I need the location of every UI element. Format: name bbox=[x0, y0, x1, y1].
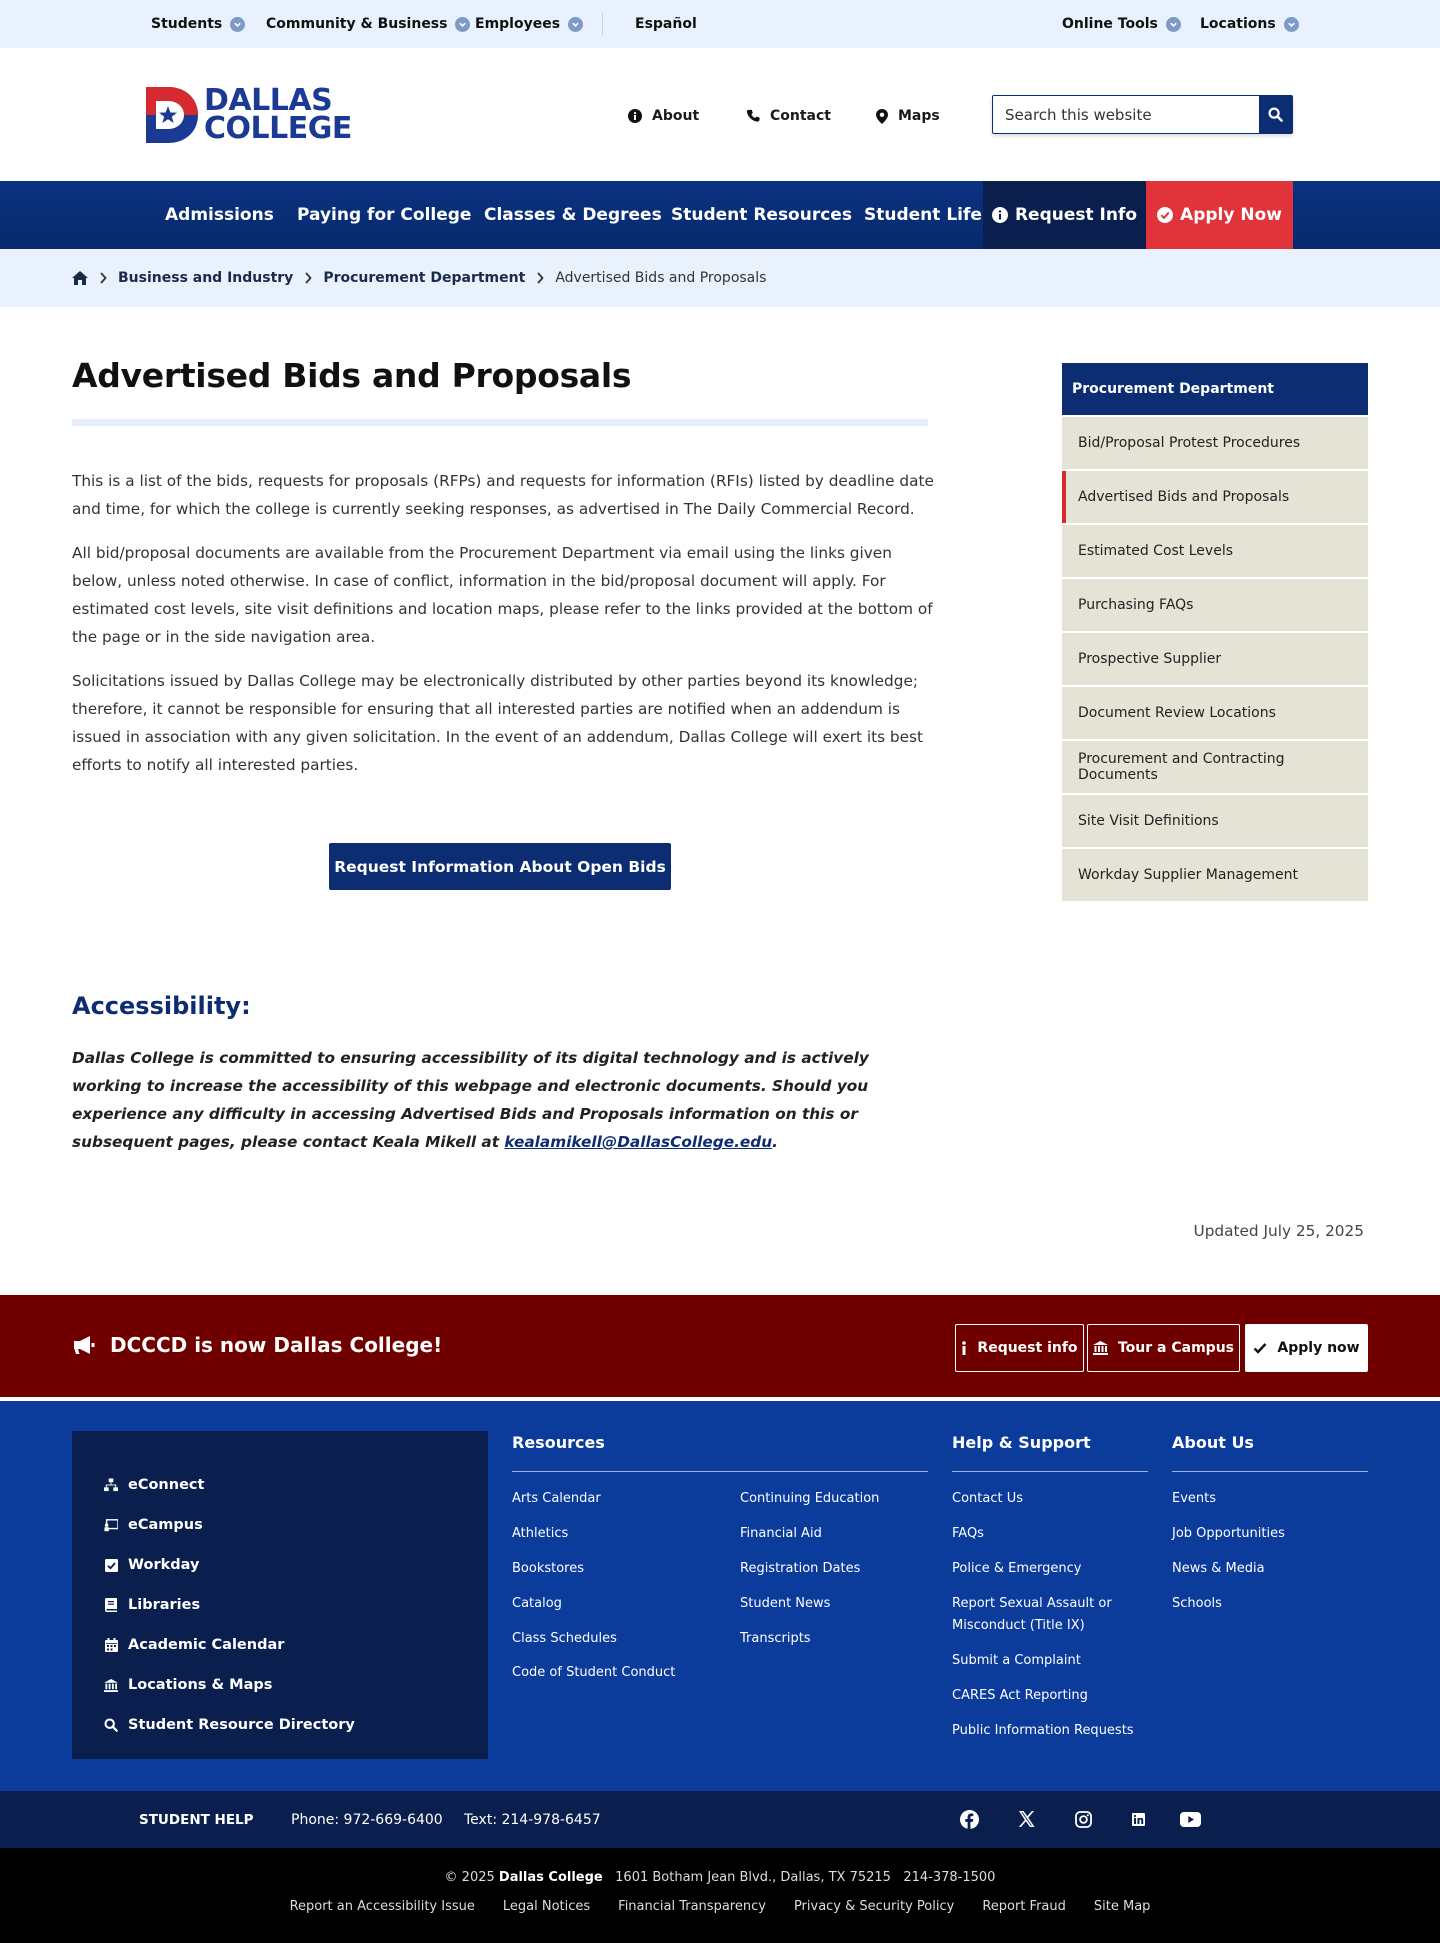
footer-link-student-conduct[interactable]: Code of Student Conduct bbox=[512, 1665, 676, 1680]
quick-link-libraries[interactable] bbox=[104, 1585, 488, 1625]
footer-help-heading: Help & Support bbox=[952, 1433, 1091, 1452]
x-icon[interactable] bbox=[1015, 1808, 1037, 1830]
legal-links bbox=[0, 1899, 1440, 1914]
accessibility-text: Dallas College is committed to ensuring accessibility of its digital technology and is actively working to increase the accessibility of this webpage and electronic documents. Should you experience any difficulty in accessing Advertised Bids and Proposals information on this or subsequent pages, please contact Keala Mikell at bbox=[72, 1049, 869, 1151]
util-community-label: Community & Business bbox=[266, 16, 448, 32]
sidebar-item-document-review[interactable]: Document Review Locations bbox=[1062, 687, 1368, 739]
breadcrumb bbox=[0, 249, 1440, 307]
university-icon bbox=[104, 1678, 118, 1692]
util-students-label: Students bbox=[151, 16, 223, 32]
search-icon bbox=[104, 1718, 118, 1732]
accessibility-text-end: . bbox=[772, 1133, 778, 1151]
footer-link-public-info-requests[interactable]: Public Information Requests bbox=[952, 1723, 1134, 1738]
facebook-icon[interactable] bbox=[958, 1808, 980, 1830]
util-online-tools-menu[interactable] bbox=[1062, 0, 1181, 48]
footer-link-submit-complaint[interactable]: Submit a Complaint bbox=[952, 1653, 1081, 1668]
nav-paying-for-college[interactable]: Paying for College bbox=[297, 205, 472, 225]
accessibility-heading: Accessibility: bbox=[72, 992, 251, 1020]
footer-link-events[interactable]: Events bbox=[1172, 1491, 1217, 1506]
util-online-tools-label: Online Tools bbox=[1062, 16, 1158, 32]
sidebar-heading[interactable]: Procurement Department bbox=[1062, 363, 1368, 415]
legal-footer bbox=[0, 1848, 1440, 1943]
nav-apply-now-label: Apply Now bbox=[1180, 205, 1282, 225]
quick-link-ecampus[interactable] bbox=[104, 1505, 488, 1545]
chevron-down-icon bbox=[1166, 17, 1181, 32]
footer-link-schools[interactable]: Schools bbox=[1172, 1596, 1222, 1611]
util-employees-label: Employees bbox=[475, 16, 561, 32]
breadcrumb-procurement[interactable]: Procurement Department bbox=[323, 270, 526, 286]
footer-link-police-emergency[interactable]: Police & Emergency bbox=[952, 1561, 1082, 1576]
quick-link-academic-calendar[interactable] bbox=[104, 1625, 488, 1665]
nav-apply-now-button[interactable] bbox=[1146, 181, 1293, 249]
footer-link-contact-us[interactable]: Contact Us bbox=[952, 1491, 1023, 1506]
language-link[interactable] bbox=[635, 0, 697, 48]
dallas-college-logo[interactable] bbox=[146, 85, 366, 145]
book-icon bbox=[104, 1598, 118, 1612]
banner-request-info-label: Request info bbox=[977, 1340, 1078, 1356]
updated-date: Updated July 25, 2025 bbox=[1193, 1222, 1364, 1240]
quick-link-resource-directory[interactable] bbox=[104, 1705, 488, 1745]
legal-link-financial-transparency[interactable]: Financial Transparency bbox=[618, 1899, 766, 1914]
intro-paragraph-1: This is a list of the bids, requests for proposals (RFPs) and requests for information (RFIs) listed by deadline date and time, for which the college is currently seeking responses, as advertised in The Daily Commercial Record. bbox=[72, 472, 934, 518]
util-community-menu[interactable] bbox=[266, 0, 470, 48]
legal-link-site-map[interactable]: Site Map bbox=[1093, 1899, 1151, 1914]
accessibility-statement bbox=[72, 1044, 934, 1156]
chevron-right-icon bbox=[536, 272, 544, 284]
banner-apply-now-label: Apply now bbox=[1277, 1340, 1360, 1356]
logo-line-2: COLLEGE bbox=[204, 111, 352, 146]
footer-link-transcripts[interactable]: Transcripts bbox=[740, 1631, 811, 1646]
nav-student-resources[interactable]: Student Resources bbox=[671, 205, 852, 225]
quick-link-econnect[interactable] bbox=[104, 1465, 488, 1505]
quick-links-box bbox=[72, 1431, 488, 1759]
quick-link-locations-maps-label: Locations & Maps bbox=[128, 1677, 273, 1693]
util-divider bbox=[602, 12, 603, 36]
quick-link-ecampus-label: eCampus bbox=[128, 1517, 203, 1533]
sidebar-item-purchasing-faqs[interactable]: Purchasing FAQs bbox=[1062, 579, 1368, 631]
university-icon bbox=[1093, 1341, 1108, 1355]
footer-about-divider bbox=[1172, 1471, 1368, 1472]
banner-title-text: DCCCD is now Dallas College! bbox=[110, 1333, 443, 1357]
intro-paragraph-3: Solicitations issued by Dallas College may be electronically distributed by other parties beyond its knowledge; therefore, it cannot be responsible for ensuring that all interested parties are notified when an addendum is issued in association with any given solicitation. In the event of an addendum, Dallas College will exert its best efforts to notify all interested parties. bbox=[72, 672, 924, 774]
utility-bar bbox=[0, 0, 1440, 48]
youtube-icon[interactable] bbox=[1179, 1808, 1201, 1830]
footer-link-continuing-education[interactable]: Continuing Education bbox=[740, 1491, 880, 1506]
footer-link-athletics[interactable]: Athletics bbox=[512, 1526, 569, 1541]
linkedin-icon[interactable] bbox=[1127, 1808, 1149, 1830]
check-square-icon bbox=[104, 1558, 118, 1572]
request-info-open-bids-button[interactable]: Request Information About Open Bids bbox=[329, 843, 671, 890]
student-help-bar bbox=[0, 1791, 1440, 1848]
footer-link-news-media[interactable]: News & Media bbox=[1172, 1561, 1265, 1576]
banner-tour-campus-button[interactable] bbox=[1087, 1324, 1240, 1372]
breadcrumb-business-industry[interactable]: Business and Industry bbox=[118, 270, 294, 286]
info-circle-icon bbox=[628, 109, 642, 123]
footer-link-class-schedules[interactable]: Class Schedules bbox=[512, 1631, 617, 1646]
sidebar-item-site-visit[interactable]: Site Visit Definitions bbox=[1062, 795, 1368, 847]
chevron-right-icon bbox=[99, 272, 107, 284]
header-maps-label: Maps bbox=[898, 108, 940, 124]
accessibility-email-link[interactable]: kealamikell@DallasCollege.edu bbox=[504, 1133, 773, 1151]
logo-line-1: DALLAS bbox=[204, 83, 333, 118]
quick-link-libraries-label: Libraries bbox=[128, 1597, 201, 1613]
calendar-icon bbox=[104, 1638, 118, 1652]
quick-link-workday[interactable] bbox=[104, 1545, 488, 1585]
banner-request-info-button[interactable] bbox=[955, 1324, 1084, 1372]
footer-link-student-news[interactable]: Student News bbox=[740, 1596, 831, 1611]
chevron-right-icon bbox=[304, 272, 312, 284]
student-help-label: STUDENT HELP bbox=[139, 1811, 254, 1828]
page-title: Advertised Bids and Proposals bbox=[72, 356, 632, 395]
nav-student-life[interactable]: Student Life bbox=[864, 205, 982, 225]
copyright-org: Dallas College bbox=[498, 1870, 603, 1885]
sitemap-icon bbox=[104, 1478, 118, 1492]
copyright-line bbox=[0, 1870, 1440, 1885]
map-pin-icon bbox=[876, 109, 888, 124]
nav-request-info-label: Request Info bbox=[1014, 205, 1138, 225]
check-circle-icon bbox=[1157, 207, 1173, 223]
legal-link-legal-notices[interactable]: Legal Notices bbox=[502, 1899, 591, 1914]
header-maps-link[interactable] bbox=[876, 96, 940, 136]
quick-link-resource-directory-label: Student Resource Directory bbox=[128, 1717, 355, 1733]
footer-link-registration-dates[interactable]: Registration Dates bbox=[740, 1561, 861, 1576]
util-locations-menu[interactable] bbox=[1200, 0, 1299, 48]
chevron-down-icon bbox=[230, 17, 245, 32]
sidebar-item-estimated-cost-levels[interactable]: Estimated Cost Levels bbox=[1062, 525, 1368, 577]
legal-link-privacy-security[interactable]: Privacy & Security Policy bbox=[793, 1899, 955, 1914]
quick-link-econnect-label: eConnect bbox=[128, 1477, 205, 1493]
chevron-down-icon bbox=[568, 17, 583, 32]
footer-link-faqs[interactable]: FAQs bbox=[952, 1526, 984, 1541]
footer-link-job-opportunities[interactable]: Job Opportunities bbox=[1172, 1526, 1285, 1541]
banner-apply-now-button[interactable] bbox=[1245, 1324, 1368, 1372]
nav-classes-degrees[interactable]: Classes & Degrees bbox=[484, 205, 662, 225]
college-address: 1601 Botham Jean Blvd., Dallas, TX 75215 bbox=[615, 1870, 891, 1885]
sidebar-item-contracting-documents[interactable]: Procurement and Contracting Documents bbox=[1062, 741, 1368, 793]
nav-request-info-button[interactable] bbox=[983, 181, 1146, 249]
footer-link-bookstores[interactable]: Bookstores bbox=[512, 1561, 585, 1576]
util-locations-label: Locations bbox=[1200, 16, 1276, 32]
legal-link-report-fraud[interactable]: Report Fraud bbox=[982, 1899, 1066, 1914]
phone-icon bbox=[746, 109, 760, 123]
footer-about-heading: About Us bbox=[1172, 1433, 1254, 1452]
sidebar-item-advertised-bids[interactable]: Advertised Bids and Proposals bbox=[1062, 471, 1368, 523]
footer-help-divider bbox=[952, 1471, 1148, 1472]
search-button[interactable] bbox=[1259, 96, 1292, 133]
banner-tour-campus-label: Tour a Campus bbox=[1117, 1340, 1234, 1356]
quick-link-locations-maps[interactable] bbox=[104, 1665, 488, 1705]
footer-link-title-ix[interactable]: Report Sexual Assault or Misconduct (Title IX) bbox=[952, 1596, 1112, 1633]
footer-link-financial-aid[interactable]: Financial Aid bbox=[740, 1526, 822, 1541]
util-students-menu[interactable] bbox=[151, 0, 245, 48]
chevron-down-icon bbox=[455, 17, 470, 32]
title-divider bbox=[72, 419, 928, 426]
main-navigation bbox=[0, 181, 1440, 249]
header-about-link[interactable] bbox=[628, 96, 699, 136]
footer-link-cares-act[interactable]: CARES Act Reporting bbox=[952, 1688, 1088, 1703]
info-circle-icon bbox=[992, 207, 1008, 223]
sidebar-item-protest-procedures[interactable]: Bid/Proposal Protest Procedures bbox=[1062, 417, 1368, 469]
instagram-icon[interactable] bbox=[1072, 1808, 1094, 1830]
chevron-down-icon bbox=[1284, 17, 1299, 32]
banner-title bbox=[72, 1295, 442, 1395]
footer-resources-heading: Resources bbox=[512, 1433, 605, 1452]
util-employees-menu[interactable] bbox=[475, 0, 583, 48]
info-icon bbox=[961, 1341, 967, 1355]
intro-paragraph-2: All bid/proposal documents are available from the Procurement Department via email using the links given below, unless noted otherwise. In case of conflict, information in the bid/proposal document will apply. For estimated cost levels, site visit definitions and location maps, please refer to the links provided at the bottom of the page or in the side navigation area. bbox=[72, 544, 933, 646]
site-search bbox=[992, 95, 1293, 134]
sidebar-item-prospective-supplier[interactable]: Prospective Supplier bbox=[1062, 633, 1368, 685]
copyright-text: © 2025 bbox=[444, 1870, 495, 1885]
logo-d-mark-icon bbox=[146, 87, 198, 143]
footer-resources-divider bbox=[512, 1471, 928, 1472]
megaphone-icon bbox=[72, 1335, 96, 1355]
footer-link-arts-calendar[interactable]: Arts Calendar bbox=[512, 1491, 601, 1506]
header-about-label: About bbox=[652, 108, 700, 124]
sidebar-item-workday-supplier[interactable]: Workday Supplier Management bbox=[1062, 849, 1368, 901]
student-help-phone[interactable]: Phone: 972-669-6400 bbox=[291, 1811, 443, 1828]
search-input[interactable] bbox=[993, 96, 1259, 133]
search-icon bbox=[1268, 107, 1283, 122]
nav-admissions[interactable]: Admissions bbox=[165, 205, 274, 225]
quick-link-academic-calendar-label: Academic Calendar bbox=[128, 1637, 285, 1653]
chalkboard-icon bbox=[104, 1518, 118, 1532]
check-icon bbox=[1253, 1342, 1267, 1354]
student-help-text[interactable]: Text: 214-978-6457 bbox=[464, 1811, 601, 1828]
footer-link-catalog[interactable]: Catalog bbox=[512, 1596, 562, 1611]
header-contact-link[interactable] bbox=[746, 96, 831, 136]
site-footer bbox=[0, 1401, 1440, 1791]
announcement-banner bbox=[0, 1295, 1440, 1397]
breadcrumb-current: Advertised Bids and Proposals bbox=[555, 270, 767, 286]
home-icon[interactable] bbox=[72, 271, 88, 285]
header-contact-label: Contact bbox=[770, 108, 831, 124]
college-phone: 214-378-1500 bbox=[903, 1870, 996, 1885]
legal-link-accessibility-issue[interactable]: Report an Accessibility Issue bbox=[289, 1899, 475, 1914]
quick-link-workday-label: Workday bbox=[128, 1557, 200, 1573]
language-label: Español bbox=[635, 16, 697, 32]
site-header bbox=[0, 48, 1440, 181]
logo-wordmark bbox=[204, 83, 352, 146]
sidebar-navigation bbox=[1062, 363, 1368, 903]
